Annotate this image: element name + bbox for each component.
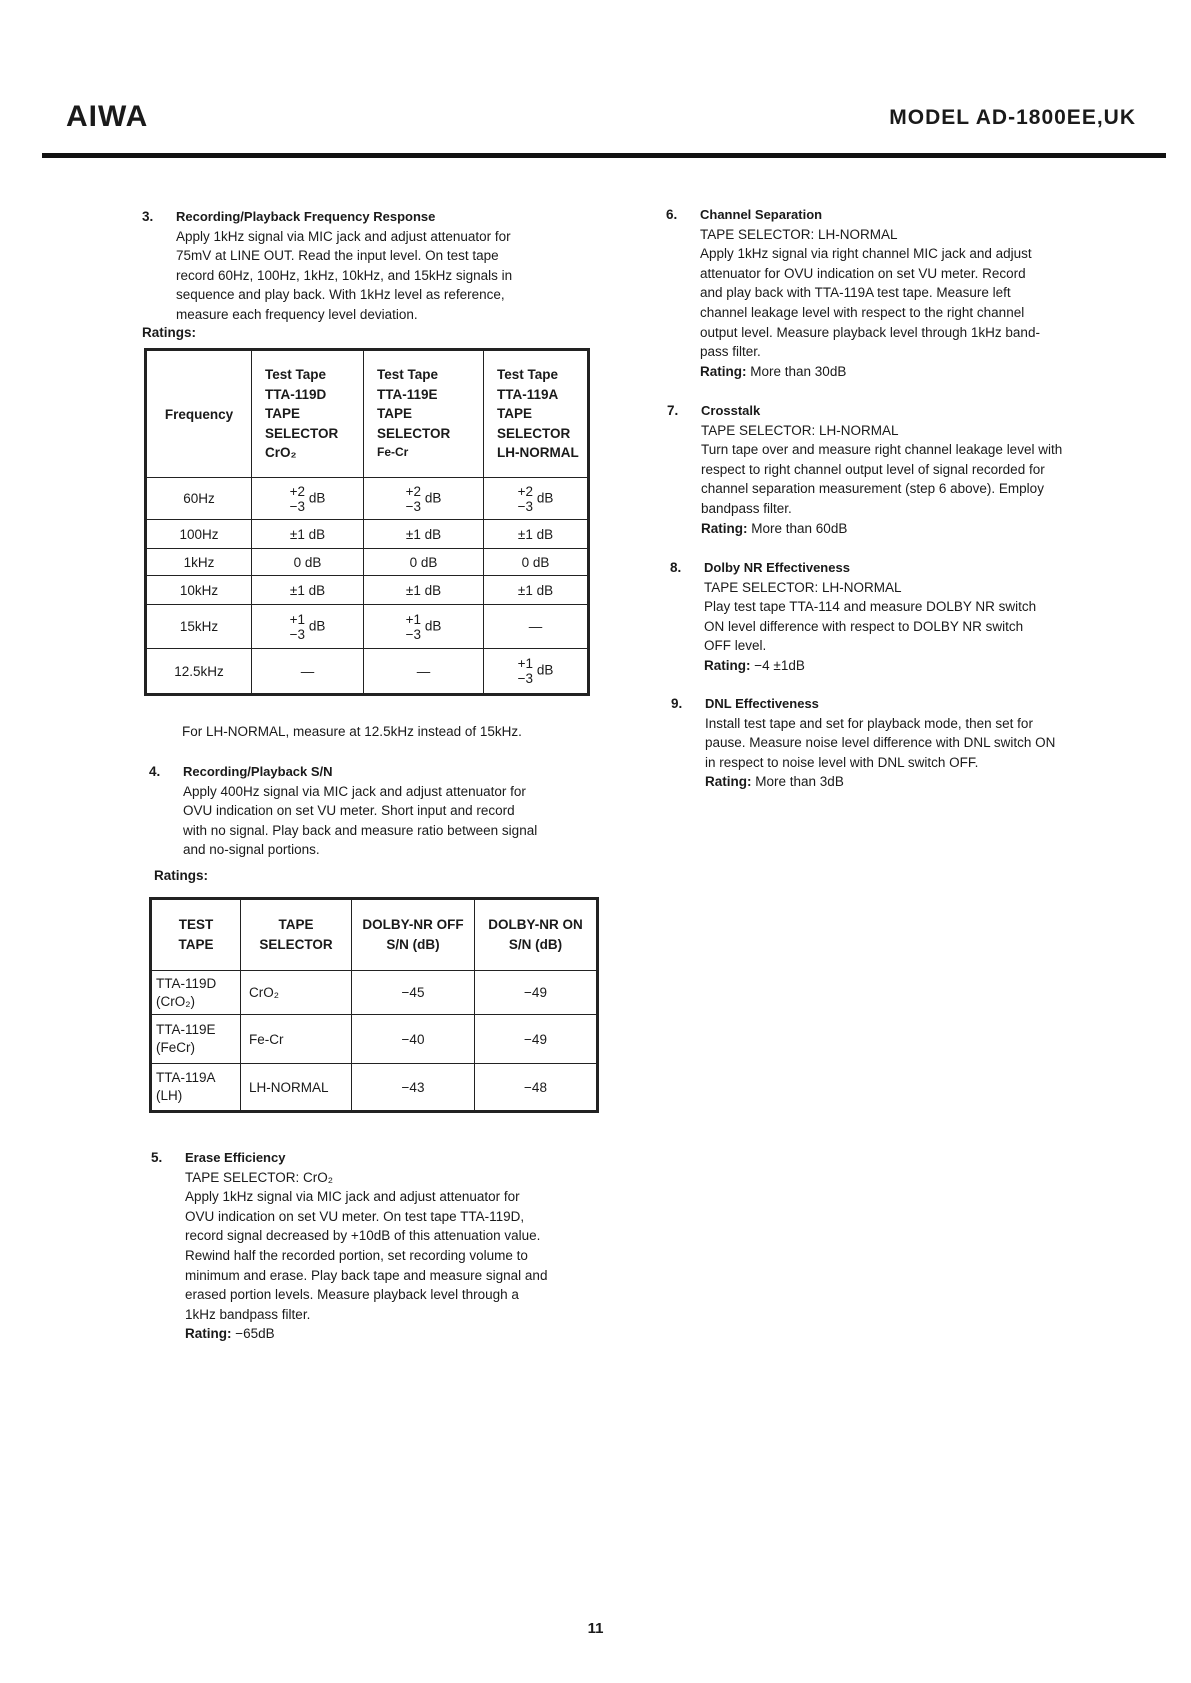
freq-cell: 100Hz	[146, 520, 252, 549]
brand-logo: AIWA	[66, 100, 149, 133]
section-title: Recording/Playback Frequency Response	[176, 209, 436, 224]
section-6	[666, 205, 1112, 381]
body-line: Rewind half the recorded portion, set recording volume to	[185, 1247, 528, 1263]
header-tta-119a: Test Tape TTA-119A TAPE SELECTOR LH-NORMAL	[484, 350, 589, 478]
value-cell: ±1 dB	[484, 520, 589, 549]
body-line: record signal decreased by +10dB of this attenuation value.	[185, 1228, 541, 1244]
rating: Rating: −65dB	[185, 1326, 275, 1342]
body-line: 75mV at LINE OUT. Read the input level. On test tape	[176, 248, 499, 264]
value-cell: +1 −3 dB	[252, 605, 364, 649]
freq-cell: 1kHz	[146, 549, 252, 576]
body-line: with no signal. Play back and measure ratio between signal	[183, 822, 538, 838]
table-row	[151, 971, 598, 1015]
freq-cell: 10kHz	[146, 576, 252, 605]
value-cell: ±1 dB	[252, 520, 364, 549]
sn-table	[149, 897, 599, 1113]
value-cell: ±1 dB	[364, 520, 484, 549]
body-line: pass filter.	[700, 344, 761, 360]
body-line: Install test tape and set for playback mode, then set for	[705, 715, 1033, 731]
table-header-row	[146, 350, 589, 478]
header-dolby-on: DOLBY-NR ON S/N (dB)	[475, 899, 598, 971]
body-line: channel leakage level with respect to the right channel	[700, 304, 1025, 320]
body-line: respect to right channel output level of signal recorded for	[701, 461, 1045, 477]
body-line: and play back with TTA-119A test tape. Measure left	[700, 285, 1011, 301]
body-line: channel separation measurement (step 6 above). Employ	[701, 481, 1044, 497]
freq-cell: 60Hz	[146, 478, 252, 520]
selector-cell: Fe-Cr	[241, 1015, 352, 1064]
section-number: 8.	[670, 560, 682, 575]
header-tta-119e: Test Tape TTA-119E TAPE SELECTOR Fe-Cr	[364, 350, 484, 478]
section-number: 4.	[149, 764, 161, 779]
body-line: pause. Measure noise level difference with DNL switch ON	[705, 735, 1056, 751]
value-cell: −43	[352, 1064, 475, 1112]
tape-cell: TTA-119E (FeCr)	[151, 1015, 241, 1064]
body-line: Turn tape over and measure right channel leakage level with	[701, 442, 1063, 458]
table-row	[146, 605, 589, 649]
section-number: 6.	[666, 207, 678, 222]
section-title: Channel Separation	[700, 207, 823, 222]
table-row	[146, 649, 589, 695]
value-cell: −40	[352, 1015, 475, 1064]
body-line: Apply 1kHz signal via MIC jack and adjust attenuator for	[185, 1189, 520, 1205]
header-rule	[42, 153, 1166, 158]
section-9	[671, 694, 1113, 792]
section-number: 3.	[142, 209, 154, 224]
rating: Rating: More than 3dB	[705, 774, 844, 790]
section-title: DNL Effectiveness	[705, 696, 819, 711]
value-cell: +2 −3 dB	[484, 478, 589, 520]
selector-cell: LH-NORMAL	[241, 1064, 352, 1112]
value-cell: −49	[475, 971, 598, 1015]
tape-selector: TAPE SELECTOR: LH-NORMAL	[704, 579, 902, 595]
tape-selector: TAPE SELECTOR: LH-NORMAL	[700, 226, 898, 242]
rating: Rating: More than 30dB	[700, 363, 847, 379]
body-line: OFF level.	[704, 638, 767, 654]
section-8	[670, 558, 1113, 676]
tape-cell: TTA-119D (CrO₂)	[151, 971, 241, 1015]
freq-cell: 12.5kHz	[146, 649, 252, 695]
section-title: Dolby NR Effectiveness	[704, 560, 850, 575]
page-number: 11	[587, 1620, 604, 1637]
body-line: and no-signal portions.	[183, 842, 320, 858]
section-title: Crosstalk	[701, 403, 761, 418]
table-row	[146, 520, 589, 549]
section-5	[151, 1148, 595, 1344]
body-line: OVU indication on set VU meter. On test tape TTA-119D,	[185, 1208, 525, 1224]
value-cell: —	[484, 605, 589, 649]
body-line: measure each frequency level deviation.	[176, 306, 418, 322]
value-cell: 0 dB	[364, 549, 484, 576]
table-row	[146, 549, 589, 576]
section-title: Recording/Playback S/N	[183, 764, 333, 779]
body-line: 1kHz bandpass filter.	[185, 1306, 311, 1322]
body-line: Apply 1kHz signal via right channel MIC jack and adjust	[700, 246, 1032, 262]
tape-cell: TTA-119A (LH)	[151, 1064, 241, 1112]
body-line: OVU indication on set VU meter. Short input and record	[183, 803, 515, 819]
rating: Rating: More than 60dB	[701, 520, 848, 536]
body-line: minimum and erase. Play back tape and measure signal and	[185, 1267, 548, 1283]
value-cell: —	[364, 649, 484, 695]
table-row	[146, 576, 589, 605]
value-cell: +1 −3 dB	[364, 605, 484, 649]
value-cell: +2 −3 dB	[364, 478, 484, 520]
value-cell: 0 dB	[252, 549, 364, 576]
header-tape-selector: TAPE SELECTOR	[241, 899, 352, 971]
value-cell: ±1 dB	[364, 576, 484, 605]
body-line: ON level difference with respect to DOLBY NR switch	[704, 618, 1024, 634]
table-row	[146, 478, 589, 520]
frequency-response-table	[144, 348, 590, 696]
value-cell: −49	[475, 1015, 598, 1064]
selector-cell: CrO₂	[241, 971, 352, 1015]
table-header-row	[151, 899, 598, 971]
value-cell: +2 −3 dB	[252, 478, 364, 520]
table-note: For LH-NORMAL, measure at 12.5kHz instead of 15kHz.	[182, 724, 522, 739]
value-cell: —	[252, 649, 364, 695]
body-line: sequence and play back. With 1kHz level as reference,	[176, 287, 505, 303]
table-row	[151, 1064, 598, 1112]
body-line: in respect to noise level with DNL switch OFF.	[705, 754, 979, 770]
section-3	[142, 207, 592, 325]
body-line: Play test tape TTA-114 and measure DOLBY NR switch	[704, 599, 1037, 615]
value-cell: ±1 dB	[252, 576, 364, 605]
header-tta-119d: Test Tape TTA-119D TAPE SELECTOR CrO₂	[252, 350, 364, 478]
body-line: bandpass filter.	[701, 500, 792, 516]
section-number: 5.	[151, 1150, 163, 1165]
section-number: 7.	[667, 403, 679, 418]
value-cell: ±1 dB	[484, 576, 589, 605]
section-number: 9.	[671, 696, 683, 711]
tape-selector: TAPE SELECTOR: LH-NORMAL	[701, 422, 899, 438]
body-line: output level. Measure playback level through 1kHz band-	[700, 324, 1040, 340]
value-cell: +1 −3 dB	[484, 649, 589, 695]
tape-selector: TAPE SELECTOR: CrO₂	[185, 1169, 334, 1185]
body-line: attenuator for OVU indication on set VU meter. Record	[700, 265, 1026, 281]
body-line: Apply 400Hz signal via MIC jack and adjust attenuator for	[183, 783, 526, 799]
value-cell: −45	[352, 971, 475, 1015]
header-frequency: Frequency	[146, 350, 252, 478]
model-number: MODEL AD-1800EE,UK	[889, 106, 1136, 129]
section-4	[149, 762, 596, 860]
section-title: Erase Efficiency	[185, 1150, 286, 1165]
section-7	[667, 401, 1112, 538]
body-line: erased portion levels. Measure playback level through a	[185, 1287, 519, 1303]
ratings-label: Ratings:	[142, 325, 196, 340]
body-line: record 60Hz, 100Hz, 1kHz, 10kHz, and 15kHz signals in	[176, 267, 513, 283]
table-row	[151, 1015, 598, 1064]
header-dolby-off: DOLBY-NR OFF S/N (dB)	[352, 899, 475, 971]
rating: Rating: −4 ±1dB	[704, 657, 805, 673]
freq-cell: 15kHz	[146, 605, 252, 649]
body-line: Apply 1kHz signal via MIC jack and adjust attenuator for	[176, 228, 511, 244]
value-cell: −48	[475, 1064, 598, 1112]
value-cell: 0 dB	[484, 549, 589, 576]
header-test-tape: TEST TAPE	[151, 899, 241, 971]
ratings-label: Ratings:	[154, 868, 208, 883]
